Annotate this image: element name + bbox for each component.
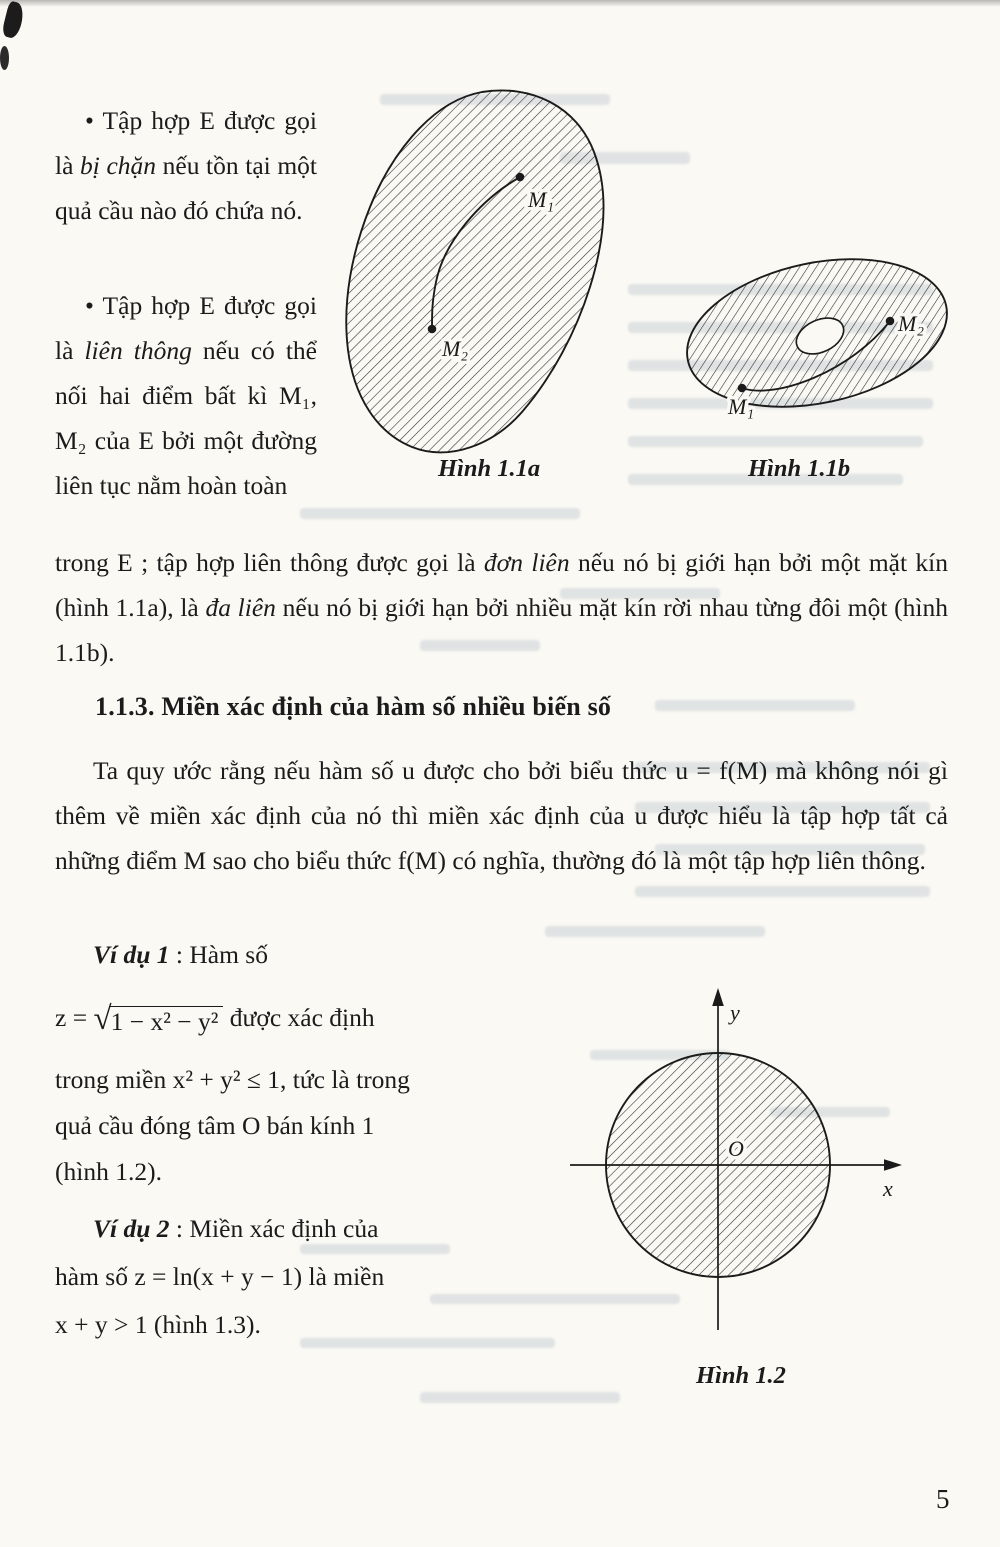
term-simply-connected: đơn liên	[483, 548, 570, 577]
figure-1-1a	[332, 82, 632, 467]
formula-tail: được xác định	[223, 1003, 375, 1032]
y-axis-arrow-icon	[712, 988, 724, 1006]
paragraph-connectivity	[55, 540, 948, 675]
example-1-line4: (hình 1.2).	[55, 1157, 162, 1186]
bullet-icon: •	[85, 291, 94, 320]
scan-edge-shadow	[0, 0, 1000, 7]
label-m1: M₁	[728, 394, 754, 419]
radicand: 1 − x² − y²	[109, 1006, 224, 1035]
text-run: : Hàm số	[169, 940, 268, 969]
example-2-intro	[55, 1205, 535, 1253]
text-run: nếu nó bị giới hạn bởi một mặt kín (hình 1.1a), là	[55, 548, 949, 622]
x-axis-arrow-icon	[884, 1159, 902, 1171]
bleedthrough-mark	[420, 1392, 620, 1403]
figure-caption-1-1b: Hình 1.1b	[748, 455, 851, 482]
figure-1-1b	[672, 228, 972, 443]
example-1-label: Ví dụ 1	[93, 940, 170, 969]
text-run: Tập hợp E được gọi là	[55, 106, 317, 180]
formula-lhs: z =	[55, 1003, 94, 1032]
point-m2	[428, 325, 437, 334]
section-heading: 1.1.3. Miền xác định của hàm số nhiều biến số	[95, 692, 612, 721]
point-m2	[886, 317, 895, 326]
example-2	[55, 1205, 535, 1349]
text-run: trong E ; tập hợp liên thông được gọi là	[55, 548, 484, 577]
label-y-axis: y	[730, 1000, 740, 1025]
term-bounded: bị chặn	[80, 151, 157, 180]
example-1-formula	[55, 1001, 535, 1039]
bleedthrough-mark	[545, 926, 765, 937]
example-1-intro	[55, 932, 535, 977]
text-run: nếu nó bị giới hạn bởi nhiều mặt kín rời nhau từng đôi một (hình 1.1b).	[55, 593, 948, 667]
label-m1: M₁	[528, 187, 554, 212]
bleedthrough-mark	[635, 886, 930, 897]
paragraph-domain-convention: Ta quy ước rằng nếu hàm số u được cho bởi biểu thức u = f(M) mà không nói gì thêm về miền xác định của nó thì miền xác định của u được hiểu là tập hợp tất cả những điểm M sao cho biểu thức f(M) có nghĩa, thường đó là một tập hợp liên thông.	[55, 756, 948, 875]
example-1-line3: quả cầu đóng tâm O bán kính 1	[55, 1111, 375, 1140]
example-1	[55, 932, 535, 1195]
region-blob	[346, 90, 603, 452]
bullet-connected-set	[55, 283, 317, 508]
term-multiply-connected: đa liên	[205, 593, 276, 622]
radical-icon: √	[93, 1001, 112, 1037]
example-2-line2: hàm số z = ln(x + y − 1) là miền	[55, 1262, 385, 1291]
bleedthrough-mark	[300, 508, 580, 519]
figure-1-2	[550, 978, 920, 1348]
text-run: nếu có thể nối hai điểm bất kì M₁, M₂ của E bởi một đường liên tục nằm hoàn toàn	[55, 336, 317, 500]
bullet-icon: •	[85, 106, 94, 135]
bleedthrough-mark	[655, 700, 855, 711]
scan-artifact	[0, 46, 9, 70]
example-2-label: Ví dụ 2	[93, 1214, 170, 1243]
example-2-line3: x + y > 1 (hình 1.3).	[55, 1310, 261, 1339]
label-m2: M₂	[442, 336, 468, 361]
text-run: : Miền xác định của	[169, 1214, 379, 1243]
example-1-line2: trong miền x² + y² ≤ 1, tức là trong	[55, 1065, 410, 1094]
bullet-bounded-set	[55, 98, 317, 233]
text-run: nếu tồn tại một quả cầu nào đó chứa nó.	[55, 151, 318, 225]
point-m1	[516, 173, 525, 182]
figure-caption-1-2: Hình 1.2	[696, 1362, 786, 1389]
label-x-axis: x	[883, 1176, 893, 1201]
term-connected: liên thông	[84, 336, 192, 365]
sqrt-expression	[93, 1001, 223, 1039]
point-m1	[738, 384, 747, 393]
label-origin: O	[728, 1136, 744, 1161]
label-m2: M₂	[898, 311, 924, 336]
figure-caption-1-1a: Hình 1.1a	[438, 455, 541, 482]
page-number: 5	[936, 1484, 950, 1514]
text-run: Tập hợp E được gọi là	[55, 291, 317, 365]
